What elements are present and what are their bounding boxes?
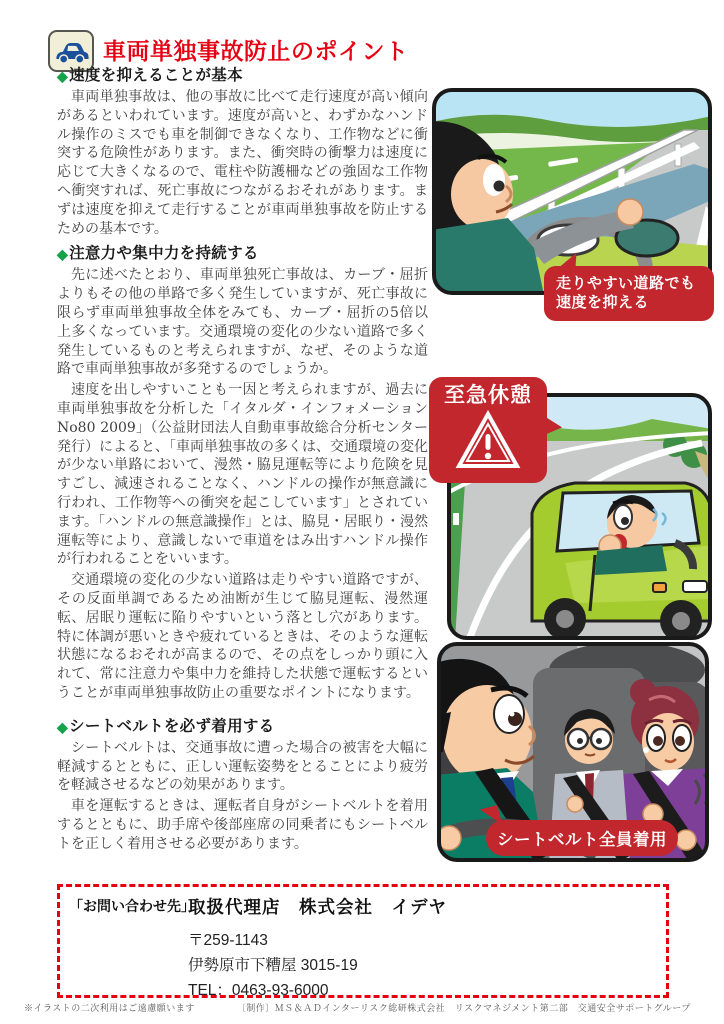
section-seatbelt <box>57 717 428 854</box>
contact-info <box>188 894 447 1003</box>
address: 伊勢原市下糟屋 3015-19 <box>188 957 358 974</box>
speech-bubble-slow-down <box>544 266 714 321</box>
page-title: 車両単独事故防止のポイント <box>103 37 409 64</box>
page-footer <box>24 1001 712 1014</box>
bubble-text-line2: 速度を抑える <box>556 294 650 311</box>
heading-text: シートベルトを必ず着用する <box>69 717 275 735</box>
diamond-bullet-icon: ◆ <box>57 718 69 735</box>
diamond-bullet-icon: ◆ <box>57 68 69 84</box>
banner-text: シートベルト全員着用 <box>497 831 667 849</box>
section-seatbelt-heading <box>57 717 428 737</box>
section-speed <box>57 66 428 238</box>
section-speed-heading <box>57 66 428 86</box>
text-column <box>57 66 428 853</box>
heading-text: 速度を抑えることが基本 <box>69 67 243 84</box>
warning-triangle-icon <box>455 410 521 472</box>
postal-code: 〒259-1143 <box>188 932 268 949</box>
bubble-text: 至急休憩 <box>444 384 532 407</box>
paragraph: 速度を出しやすいことも一因と考えられますが、過去に車両単独事故を分析した「イタルダ・インフォメーションNo80 2009」（公益財団法人自動車事故総合分析センター発行）によると、「車両単独事故の多くは、交通環境の変化が少ない単路において、漫然・脇見運転等により危険を見すごし、減速されることなく、ハンドルの操作が無意識に行われ、工作物等への衝突を起こしています」とされています。「ハンドルの無意識操作」とは、脇見・居眠り・漫然運転等により、意識しないで車道をはみ出すハンドル操作が行われることをいいます。 <box>57 382 428 568</box>
contact-box <box>57 884 669 998</box>
seatbelt-banner <box>486 820 678 856</box>
heading-text: 注意力や集中力を持続する <box>69 245 259 263</box>
paragraph: 先に述べたとおり、車両単独死亡事故は、カーブ・屈折よりもその他の単路で多く発生していますが、死亡事故に限らず車両単独事故全体をみても、カーブ・屈折の5倍以上多くなっています。交通環境の変化の少ない道路で多く発生しているものと考えられますが、なぜ、そのような道路で車両単独事故が多発するのでしょうか。 <box>57 267 428 378</box>
paragraph: 車を運転するときは、運転者自身がシートベルトを着用するとともに、助手席や後部座席の同乗者にもシートベルトを正しく着用させる必要があります。 <box>57 798 428 852</box>
paragraph: 交通環境の変化の少ない道路は走りやすい道路ですが、その反面単調であるため油断が生じて脇見運転、漫然運転、居眠り運転に陥りやすいという落とし穴があります。特に体調が悪いときや疲れているときは、そのような運転状態になるおそれが高まるので、その点をしっかり頭に入れて、常に注意力や集中力を維持した状態で運転するということが車両単独事故防止の重要なポイントになります。 <box>57 572 428 701</box>
paragraph: シートベルトは、交通事故に遭った場合の被害を大幅に軽減するとともに、正しい運転姿勢をとることにより疲労を軽減させるなどの効果があります。 <box>57 739 428 794</box>
diamond-bullet-icon: ◆ <box>57 246 69 263</box>
section-attention <box>57 244 428 702</box>
contact-label: 「お問い合わせ先」 <box>69 898 195 914</box>
footer-note-left: ※イラストの二次利用はご遠慮願います <box>24 1003 195 1013</box>
paragraph: 車両単独事故は、他の事故に比べて走行速度が高い傾向があるといわれています。速度が高いと、わずかなハンドル操作のミスでも車を制御できなくなり、工作物などに衝突する危険性があります。また、衝突時の衝撃力は速度に応じて大きくなるので、電柱や防護柵などの強固な工作物へ衝突すれば、死亡事故につながるおそれがあります。まずは速度を抑えて走行することが車両単独事故を防止するための基本です。 <box>57 89 428 237</box>
footer-note-right: 〔制作〕ＭＳ＆ＡＤインターリスク総研株式会社 リスクマネジメント第二部 交通安全サポートグループ <box>236 1003 691 1013</box>
bubble-text-line1: 走りやすい道路でも <box>556 275 696 292</box>
phone-number: TEL：0463-93-6000 <box>188 982 329 999</box>
speech-bubble-rest <box>429 377 547 483</box>
section-attention-heading <box>57 244 428 264</box>
agency-name: 取扱代理店 株式会社 イデヤ <box>188 897 447 917</box>
car-icon-glyph <box>52 36 90 66</box>
